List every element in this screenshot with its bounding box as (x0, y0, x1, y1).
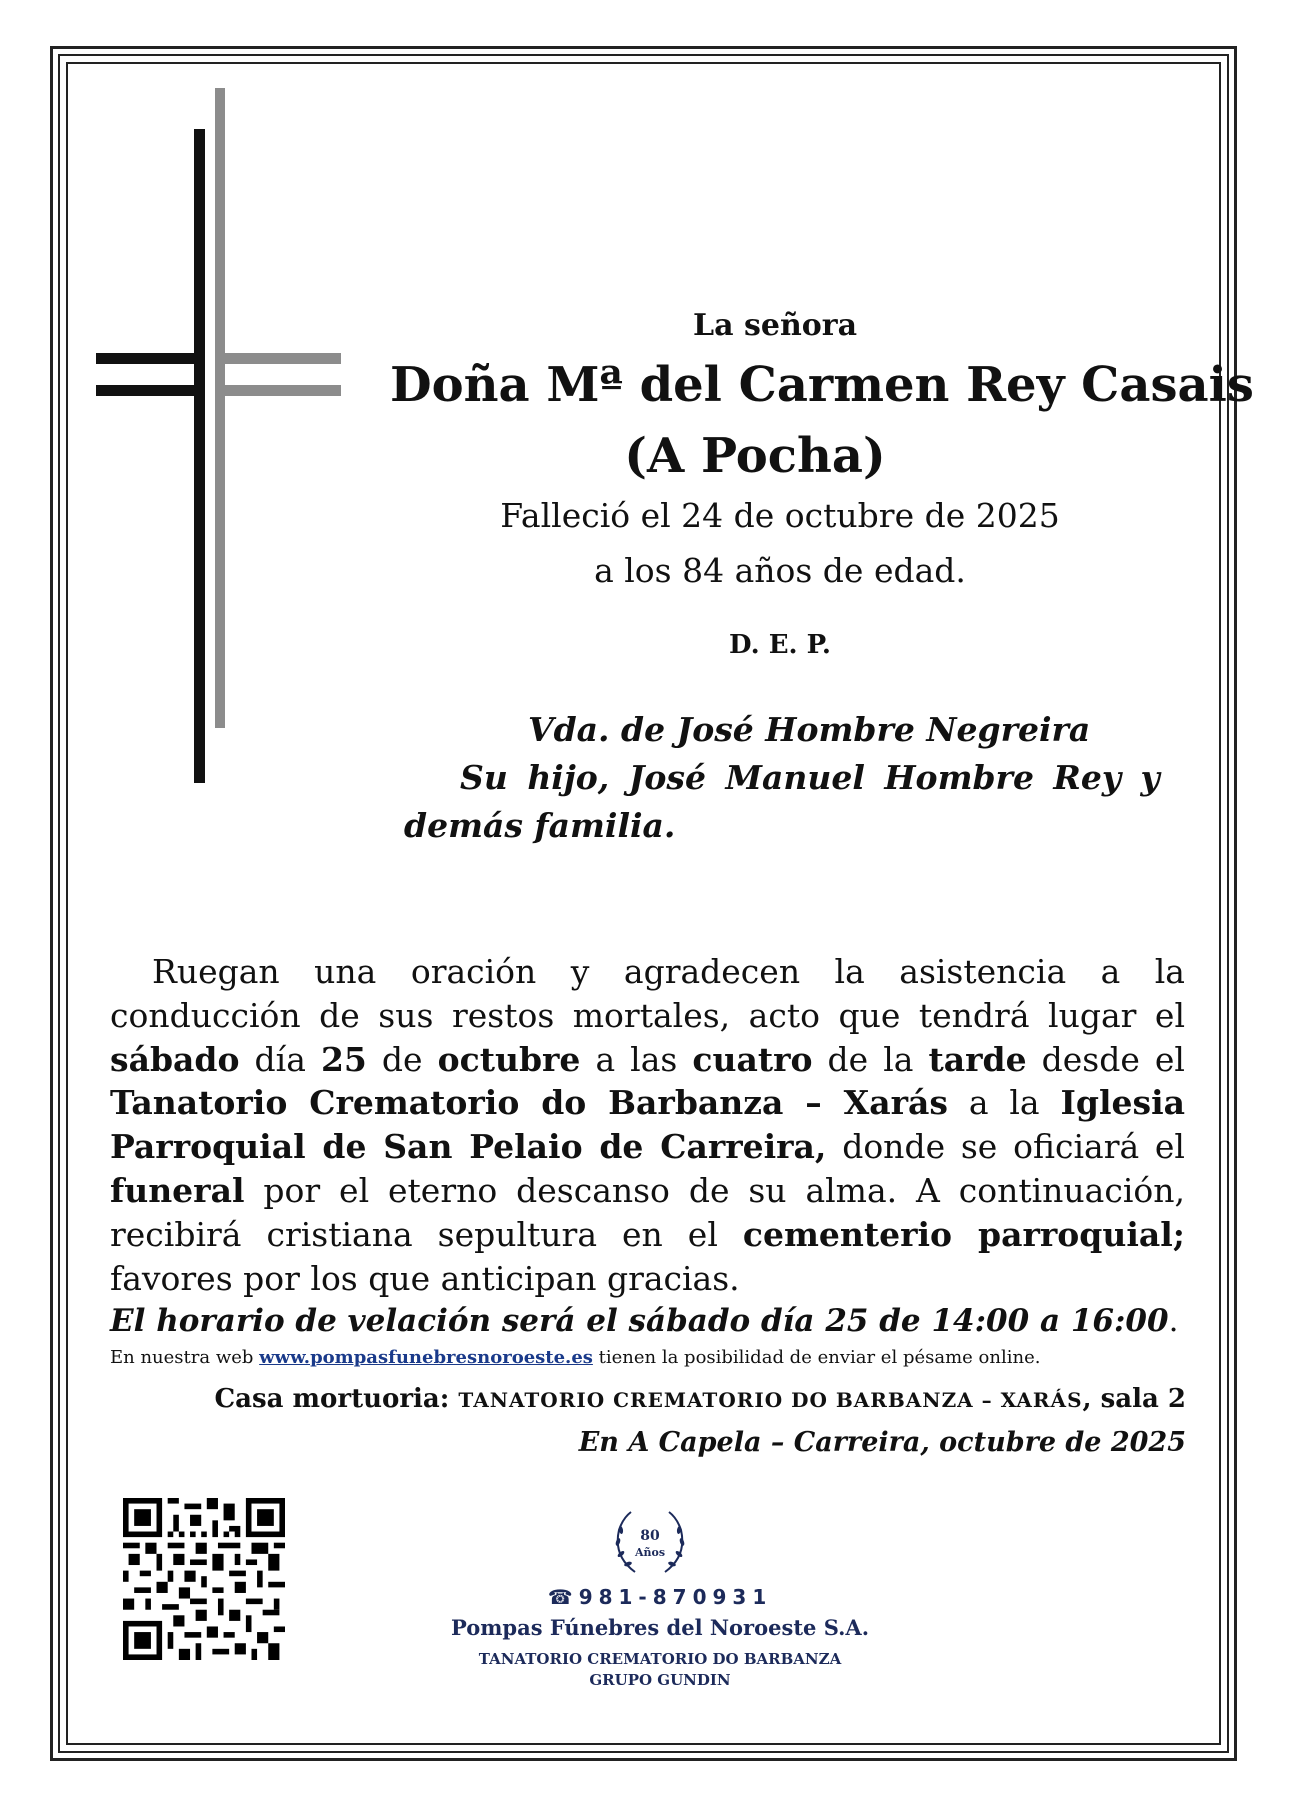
company-name: Pompas Fúnebres del Noroeste S.A. (450, 1615, 870, 1640)
place-date: En A Capela – Carreira, octubre de 2025 (578, 1427, 1186, 1458)
body-bold-7: Iglesia Parroquial de San Pelaio de Carreira, (110, 1083, 1185, 1167)
body-text-10: favores por los que anticipan gracias. (110, 1258, 740, 1298)
body-text-7: a la (947, 1083, 1061, 1123)
wake-schedule (110, 1303, 1178, 1339)
company-tanatorio: TANATORIO CREMATORIO DO BARBANZA (478, 1650, 842, 1668)
logo-number: 80 (640, 1528, 660, 1544)
cross-icon (90, 85, 350, 865)
body-text-5: de la (812, 1039, 929, 1079)
wake-schedule-period: . (1168, 1303, 1179, 1339)
logo-word: Años (634, 1546, 666, 1559)
family-line-1: Vda. de José Hombre Negreira (528, 710, 1091, 749)
deceased-alias: (A Pocha) (624, 428, 886, 484)
anniversary-logo-icon (605, 1504, 695, 1580)
body-bold-2: 25 (320, 1039, 367, 1079)
wake-schedule-text: El horario de velación será el sábado día 25 de 14:00 a 16:00 (110, 1303, 1169, 1339)
qr-code-icon[interactable] (123, 1498, 285, 1660)
body-bold-1: sábado (110, 1039, 240, 1079)
body-bold-8: funeral (110, 1170, 245, 1210)
phone-text: 981-870931 (578, 1585, 773, 1609)
web-notice (110, 1347, 1040, 1368)
family-line-2: Su hijo, José Manuel Hombre Rey y (460, 758, 1160, 797)
body-bold-9: cementerio parroquial; (742, 1214, 1185, 1254)
body-text-6: desde el (1026, 1039, 1185, 1079)
company-group: GRUPO GUNDIN (589, 1671, 731, 1689)
body-bold-5: tarde (928, 1039, 1027, 1079)
body-bold-6: Tanatorio Crematorio do Barbanza – Xarás (110, 1083, 948, 1123)
body-text-1: Ruegan una oración y agradecen la asistencia a la conducción de sus restos mortales, acto que tendrá lugar el (110, 952, 1185, 1035)
age-line: a los 84 años de edad. (594, 551, 966, 590)
web-prefix: En nuestra web (110, 1347, 260, 1368)
web-suffix: tienen la posibilidad de enviar el pésame online. (592, 1347, 1041, 1368)
announcement-paragraph (110, 950, 1185, 1300)
body-text-8: donde se oficiará el (826, 1127, 1185, 1167)
body-bold-4: cuatro (692, 1039, 813, 1079)
body-text-9: por el eterno descanso de su alma. A continuación, recibirá cristiana sepultura en el (110, 1170, 1185, 1254)
funeral-home-label: Casa mortuoria: (214, 1384, 459, 1414)
death-date: Falleció el 24 de octubre de 2025 (500, 496, 1060, 535)
dep-line: D. E. P. (729, 630, 831, 660)
website-link[interactable]: www.pompasfunebresnoroeste.es (259, 1347, 593, 1368)
funeral-home-name: TANATORIO CREMATORIO DO BARBANZA – XARÁS (458, 1388, 1083, 1412)
funeral-home-line (214, 1384, 1186, 1414)
family-line-3: demás familia. (404, 806, 676, 845)
body-text-3: de (366, 1039, 438, 1079)
body-text-2: día (239, 1039, 321, 1079)
deceased-name: Doña Mª del Carmen Rey Casais (390, 357, 1254, 413)
body-text-4: a las (580, 1039, 693, 1079)
funeral-home-room: , sala 2 (1082, 1384, 1186, 1414)
title-line: La señora (692, 308, 858, 343)
phone-number[interactable] (510, 1585, 810, 1609)
body-bold-3: octubre (437, 1039, 581, 1079)
phone-icon: ☎ (547, 1585, 579, 1609)
